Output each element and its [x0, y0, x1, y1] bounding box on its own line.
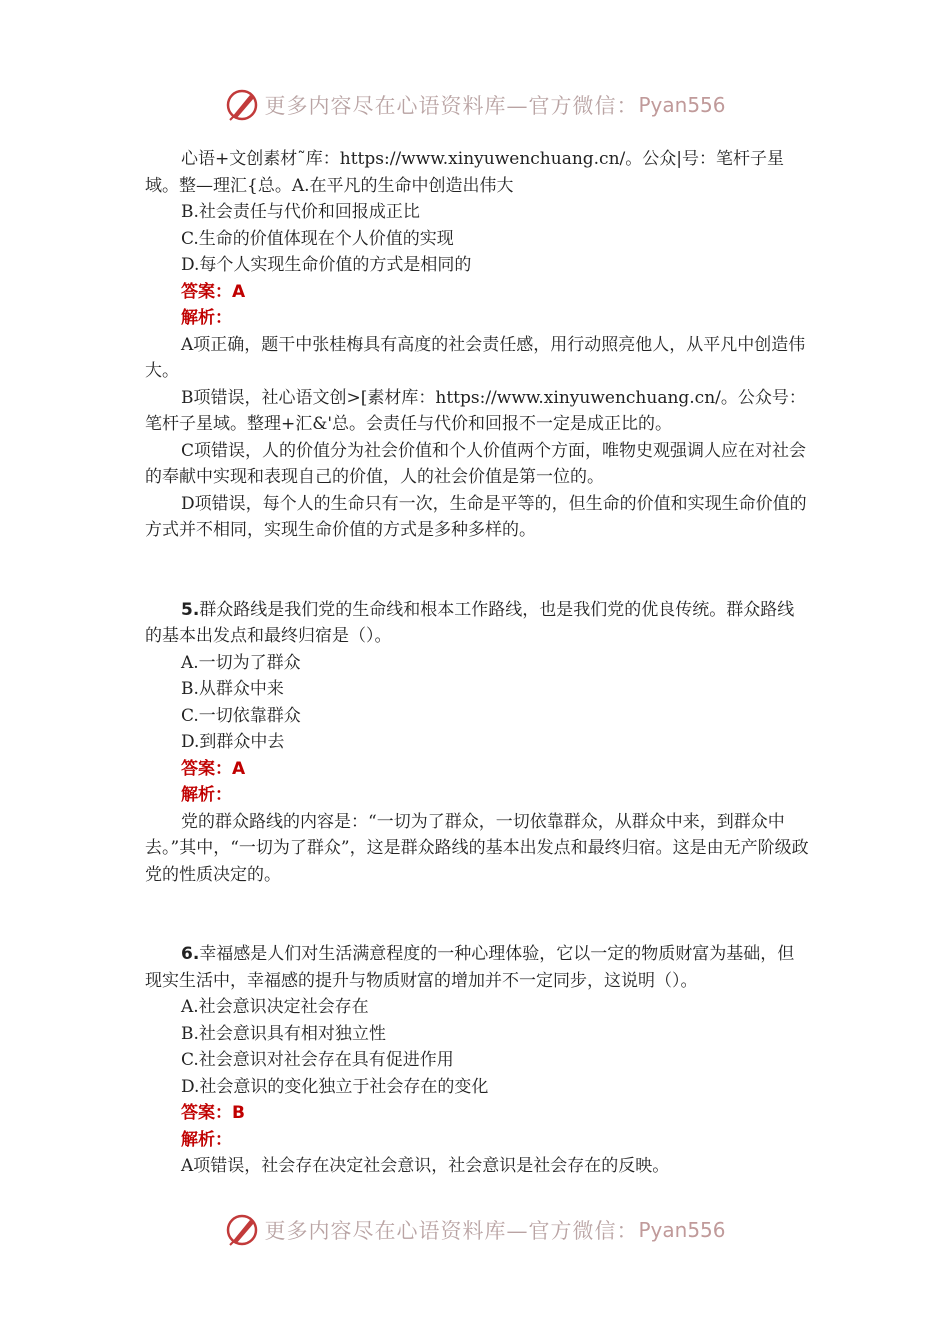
q4-analysis-b: B项错误，社心语文创>[素材库：https://www.xinyuwenchuang.cn/。公众号：笔杆子星域。整理+汇&'总。会责任与代价和回报不一定是成正比的。 — [145, 387, 806, 434]
q4-analysis-c: C项错误，人的价值分为社会价值和个人价值两个方面，唯物史观强调人应在对社会的奉献中实现和表现自己的价值，人的社会价值是第一位的。 — [145, 440, 807, 487]
pen-circle-logo-icon — [224, 1212, 260, 1248]
q4-intro: 心语+文创素材˜库：https://www.xinyuwenchuang.cn/。公众|号：笔杆子星域。整—理汇{总。A.在平凡的生命中创造出伟大 — [145, 149, 784, 196]
banner-wechat-id: Pyan556 — [638, 1218, 726, 1242]
q6-option-a: A.社会意识决定社会存在 — [181, 997, 369, 1017]
footer-banner — [0, 1210, 950, 1250]
q5-stem — [145, 597, 810, 650]
q4-analysis-a: A项正确，题干中张桂梅具有高度的社会责任感，用行动照亮他人，从平凡中创造伟大。 — [145, 334, 806, 381]
q5-answer: 答案：A — [181, 758, 246, 779]
q6-stem-text: 幸福感是人们对生活满意程度的一种心理体验，它以一定的物质财富为基础，但现实生活中，幸福感的提升与物质财富的增加并不一定同步，这说明（）。 — [145, 944, 795, 991]
document-body — [145, 146, 810, 1180]
q5-option-b: B.从群众中来 — [181, 679, 284, 699]
q4-analysis-label: 解析： — [181, 308, 232, 328]
q6-option-d: D.社会意识的变化独立于社会存在的变化 — [181, 1076, 489, 1097]
q4-answer: 答案：A — [181, 281, 246, 302]
q5-analysis-label: 解析： — [181, 785, 232, 805]
q6-analysis-label: 解析： — [181, 1129, 232, 1150]
q5-option-d: D.到群众中去 — [181, 732, 285, 752]
banner-text: 更多内容尽在心语资料库—官方微信： — [264, 1219, 639, 1243]
q6-option-c: C.社会意识对社会存在具有促进作用 — [181, 1050, 454, 1070]
q4-analysis-d: D项错误，每个人的生命只有一次，生命是平等的，但生命的价值和实现生命价值的方式并不相同，实现生命价值的方式是多种多样的。 — [145, 493, 807, 540]
q6-answer: 答案：B — [181, 1103, 245, 1123]
q6-analysis: A项错误，社会存在决定社会意识，社会意识是社会存在的反映。 — [181, 1156, 670, 1176]
q5-option-a: A.一切为了群众 — [181, 652, 301, 673]
header-banner — [0, 85, 950, 125]
banner-text: 更多内容尽在心语资料库—官方微信： — [264, 94, 639, 118]
q5-option-c: C.一切依靠群众 — [181, 705, 301, 726]
q4-option-b: B.社会责任与代价和回报成正比 — [181, 202, 420, 222]
q6-option-b: B.社会意识具有相对独立性 — [181, 1023, 386, 1044]
banner-wechat-id: Pyan556 — [638, 93, 726, 117]
q6-stem — [145, 941, 810, 994]
q4-option-d: D.每个人实现生命价值的方式是相同的 — [181, 255, 472, 275]
q5-stem-text: 群众路线是我们党的生命线和根本工作路线，也是我们党的优良传统。群众路线的基本出发点和最终归宿是（）。 — [145, 599, 795, 646]
pen-circle-logo-icon — [224, 87, 260, 123]
q5-analysis: 党的群众路线的内容是：“一切为了群众，一切依靠群众，从群众中来，到群众中去。”其中，“一切为了群众”，这是群众路线的基本出发点和最终归宿。这是由无产阶级政党的性质决定的。 — [145, 811, 809, 885]
q5-number: 5. — [181, 599, 200, 620]
q6-number: 6. — [181, 944, 200, 964]
q4-option-c: C.生命的价值体现在个人价值的实现 — [181, 228, 454, 249]
